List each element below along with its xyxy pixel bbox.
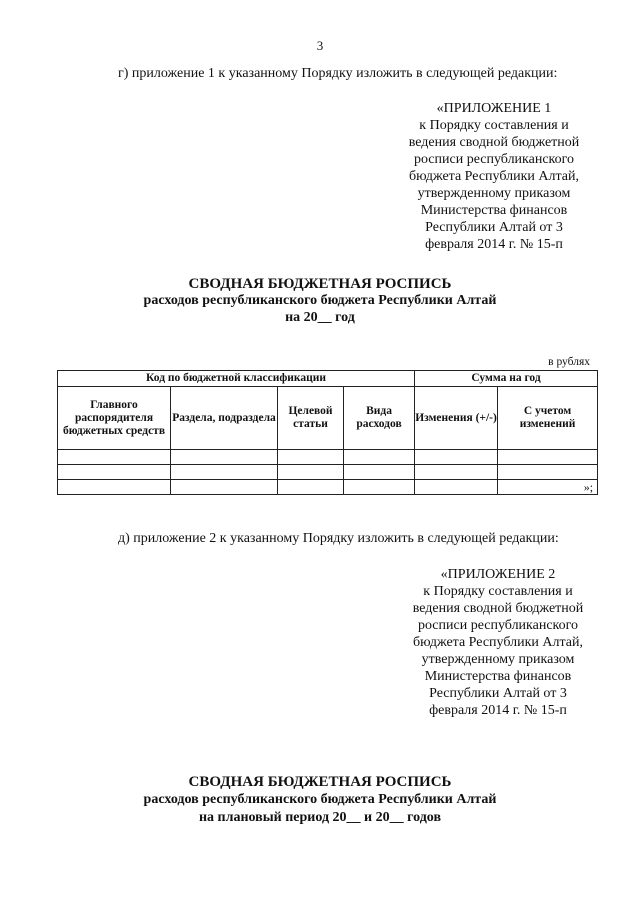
document-period-1: на 20__ год [285, 310, 355, 325]
appendix-2-line: ведения сводной бюджетной [412, 601, 584, 616]
appendix-1-line: Министерства финансов [420, 203, 568, 218]
column-header-section: Раздела, подраздела [171, 387, 278, 450]
appendix-1-line: ведения сводной бюджетной [408, 135, 580, 150]
group-header-classification: Код по бюджетной классификации [58, 371, 415, 387]
column-header-target-item: Целевой статьи [278, 387, 344, 450]
appendix-2-line: февраля 2014 г. № 15-п [429, 703, 567, 718]
appendix-2-line: «ПРИЛОЖЕНИЕ 2 [440, 567, 556, 582]
appendix-2-line: росписи республиканского [417, 618, 579, 633]
appendix-2-line: Республики Алтай от 3 [429, 686, 567, 701]
appendix-1-line: Республики Алтай от 3 [425, 220, 563, 235]
appendix-1-line: росписи республиканского [413, 152, 575, 167]
column-header-main-manager: Главного распорядителя бюджетных средств [58, 387, 171, 450]
document-period-2: на плановый период 20__ и 20__ годов [198, 810, 442, 825]
instruction-d: д) приложение 2 к указанному Порядку изложить в следующей редакции: [118, 531, 559, 546]
appendix-1-line: бюджета Республики Алтай, [408, 169, 580, 184]
group-header-annual-sum: Сумма на год [415, 371, 598, 387]
document-title-1: СВОДНАЯ БЮДЖЕТНАЯ РОСПИСЬ [188, 276, 452, 292]
appendix-2-line: утвержденному приказом [421, 652, 575, 667]
column-header-expense-type: Вида расходов [344, 387, 415, 450]
document-subtitle-2: расходов республиканского бюджета Республики Алтай [143, 792, 497, 807]
closing-quote-mark: »; [498, 480, 598, 495]
table-row [58, 465, 598, 480]
appendix-1-line: «ПРИЛОЖЕНИЕ 1 [436, 101, 552, 116]
column-header-changes: Изменения (+/-) [415, 387, 498, 450]
appendix-1-line: к Порядку составления и [419, 118, 569, 133]
document-title-2: СВОДНАЯ БЮДЖЕТНАЯ РОСПИСЬ [188, 774, 452, 790]
table-row [58, 450, 598, 465]
appendix-1-line: февраля 2014 г. № 15-п [425, 237, 563, 252]
budget-table [57, 370, 598, 495]
appendix-2-block [388, 566, 608, 719]
appendix-1-line: утвержденному приказом [417, 186, 571, 201]
document-subtitle-1: расходов республиканского бюджета Республики Алтай [143, 293, 497, 308]
appendix-2-line: к Порядку составления и [423, 584, 573, 599]
page-number: 3 [316, 38, 324, 53]
appendix-2-line: бюджета Республики Алтай, [412, 635, 584, 650]
table-row [58, 480, 598, 495]
unit-label: в рублях [548, 356, 590, 368]
appendix-1-block [384, 100, 604, 253]
instruction-g: г) приложение 1 к указанному Порядку изложить в следующей редакции: [118, 66, 558, 81]
column-header-with-changes: С учетом изменений [498, 387, 598, 450]
appendix-2-line: Министерства финансов [424, 669, 572, 684]
